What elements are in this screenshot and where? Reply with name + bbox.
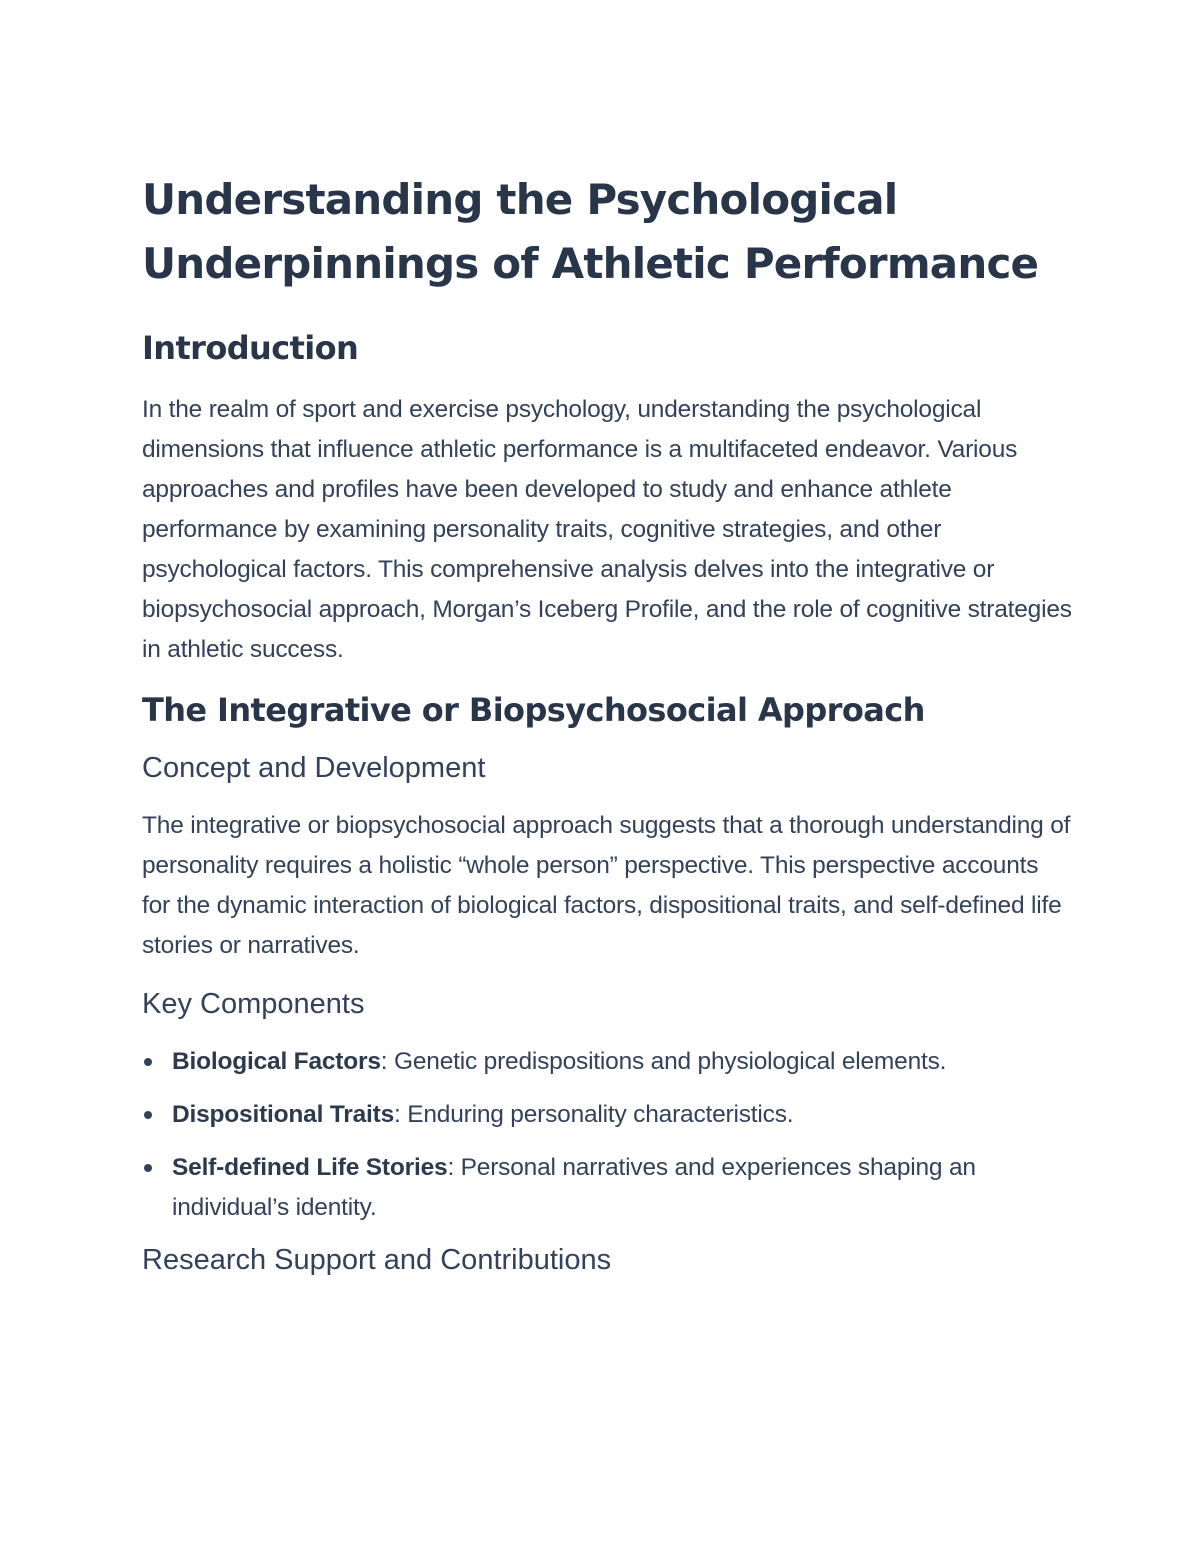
list-item-term: Biological Factors [172, 1048, 381, 1075]
document-page [142, 168, 1072, 1298]
list-item [142, 1042, 1072, 1082]
list-item [142, 1095, 1072, 1135]
list-item-separator: : [394, 1101, 401, 1128]
list-item-separator: : [380, 1048, 388, 1075]
concept-development-heading: Concept and Development [142, 752, 486, 784]
list-item-term: Dispositional Traits [172, 1101, 394, 1128]
list-item-separator: : [447, 1154, 455, 1181]
list-item-description: Enduring personality characteristics. [400, 1101, 794, 1128]
introduction-paragraph: In the realm of sport and exercise psychology, understanding the psychological dimensions that influence athletic performance is a multifaceted endeavor. Various approaches and profiles have been developed to study and enhance athlete performance by examining personality traits, cognitive strategies, and other psychological factors. This comprehensive analysis delves into the integrative or biopsychosocial approach, Morgan’s Iceberg Profile, and the role of cognitive strategies in athletic success. [142, 396, 1072, 663]
bullet-icon [144, 1058, 152, 1066]
list-item [142, 1148, 1072, 1228]
list-item-term: Self-defined Life Stories [172, 1154, 448, 1181]
research-support-heading: Research Support and Contributions [142, 1244, 612, 1276]
list-item-description: Genetic predispositions and physiological elements. [387, 1048, 947, 1075]
key-components-heading: Key Components [142, 988, 365, 1020]
bullet-icon [144, 1111, 152, 1119]
key-components-list [142, 1042, 1072, 1228]
bullet-icon [144, 1164, 152, 1172]
document-title: Understanding the Psychological Underpinnings of Athletic Performance [142, 175, 1039, 288]
integrative-approach-heading: The Integrative or Biopsychosocial Approach [142, 691, 925, 729]
list-item-description: Personal narratives and experiences shaping an individual’s identity. [172, 1154, 976, 1221]
introduction-heading: Introduction [142, 329, 359, 367]
concept-development-paragraph: The integrative or biopsychosocial approach suggests that a thorough understanding of personality requires a holistic “whole person” perspective. This perspective accounts for the dynamic interaction of biological factors, dispositional traits, and self-defined life stories or narratives. [142, 812, 1071, 959]
